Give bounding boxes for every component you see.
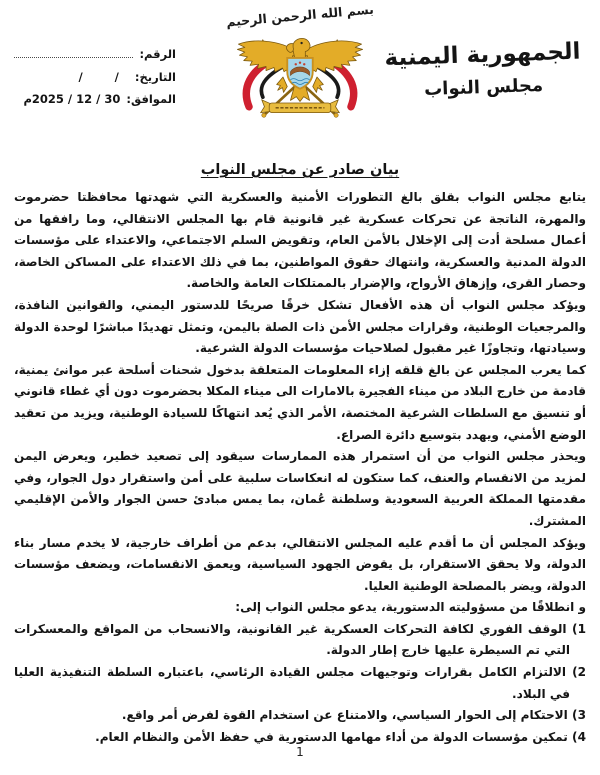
demand-item xyxy=(14,619,586,662)
date-label: التاريخ: xyxy=(134,69,176,84)
demand-text: تمكين مؤسسات الدولة من أداء مهامها الدستورية في حفظ الأمن والنظام العام. xyxy=(95,729,568,744)
demand-text: الوقف الفوري لكافة التحركات العسكرية غير القانونية، والانسحاب من المواقع والمعسكرات التي تم السيطرة عليها خارج إطار الدولة. xyxy=(14,621,570,658)
demand-text: الاحتكام إلى الحوار السياسي، والامتناع عن استخدام القوة لفرض أمر واقع. xyxy=(121,708,568,723)
statement-paragraph: ويؤكد المجلس أن ما أقدم عليه المجلس الانتقالي، بدعم من أطراف خارجية، لا يخدم مسار بناء الدولة، ولا يحقق الاستقرار، بل يقوض الجهود السياسية، ويعمق الانقسامات، ويضعف مؤسسات الدولة، ويضر بالمصلحة الوطنية العليا. xyxy=(14,535,586,593)
statement-paragraph: ويحذر مجلس النواب من أن استمرار هذه الممارسات سيقود إلى تصعيد خطير، ويعرض اليمن لمزيد من الانقسام والعنف، كما ستكون له انعكاسات سلبية على أمن واستقرار دول الجوار، وفي مقدمتها المملكة العربية السعودية وسلطنة عُمان، بما يمس مبادئ حسن الجوار والأمن الإقليمي المشترك. xyxy=(14,449,586,528)
demand-marker: 2) xyxy=(572,665,587,680)
demand-marker: 3) xyxy=(572,708,586,723)
demand-item xyxy=(14,705,586,727)
reference-block xyxy=(14,46,176,117)
demands-intro: و انطلاقًا من مسؤوليته الدستورية، يدعو مجلس النواب إلى: xyxy=(235,600,586,615)
document-header xyxy=(0,0,600,150)
emblem-block xyxy=(210,1,390,127)
demand-item xyxy=(14,662,586,705)
page-number: 1 xyxy=(296,745,304,759)
council-title: مجلس النواب xyxy=(423,74,544,100)
date-row xyxy=(14,69,176,84)
basmala-calligraphy: بسم الله الرحمن الرحيم xyxy=(225,1,375,30)
demand-marker: 1) xyxy=(572,621,586,636)
institution-titles xyxy=(373,38,593,101)
corresponding-row xyxy=(14,94,176,106)
statement-paragraph: يتابع مجلس النواب بقلق بالغ التطورات الأمنية والعسكرية التي شهدتها محافظتا حضرموت والمهرة، الناتجة عن تحركات عسكرية غير قانونية قام بها المجلس الانتقالي، وما رافقها من أعمال مسلحة أدت إلى الإخلال بالأمن العام، وتقويض السلم الاجتماعي، والاعتداء على مؤسسات الدولة المدنية والعسكرية، وانتهاك حقوق المواطنين، بما في ذلك الاعتداء على المساكن الخاصة، وحصار القرى، وإزهاق الأرواح، والإضرار بالممتلكات العامة والخاصة. xyxy=(14,190,586,291)
yemen-coat-of-arms-icon xyxy=(231,26,369,127)
corresponding-label: الموافق: xyxy=(126,92,176,106)
number-row xyxy=(14,46,176,61)
republic-title: الجمهورية اليمنية xyxy=(384,38,581,72)
statement-body xyxy=(14,187,586,748)
number-label: الرقم: xyxy=(139,47,176,61)
number-dotted-line xyxy=(14,46,133,58)
statement-title: بيان صادر عن مجلس النواب xyxy=(200,162,400,178)
demand-marker: 4) xyxy=(572,729,586,744)
statement-paragraph: ويؤكد مجلس النواب أن هذه الأفعال تشكل خرقًا صريحًا للدستور اليمني، والقوانين النافذة، والمرجعيات الوطنية، وقرارات مجلس الأمن ذات الصلة باليمن، وتمثل تهديدًا مباشرًا لوحدة الدولة وسيادتها، وتجاوزًا غير مقبول لصلاحيات مؤسسات الدولة الشرعية. xyxy=(14,297,586,356)
demand-text: الالتزام الكامل بقرارات وتوجيهات مجلس القيادة الرئاسي، باعتباره السلطة التنفيذية العليا في البلاد. xyxy=(14,665,570,701)
corresponding-value: 30 / 12 / 2025م xyxy=(23,92,121,106)
date-value: / / xyxy=(78,69,119,84)
statement-paragraph: كما يعرب المجلس عن بالغ قلقه إزاء المعلومات المتعلقة بدخول شحنات أسلحة عبر موانئ يمنية، قادمة من خارج البلاد من ميناء الفجيرة بالامارات الى ميناء المكلا بحضرموت دون أي غطاء قانوني أو تنسيق مع السلطات الشرعية المختصة، الأمر الذي يُعد انتهاكًا للسيادة الوطنية، ويزيد من تعقيد الوضع الأمني، ويهدد بتوسيع دائرة الصراع. xyxy=(14,362,586,442)
